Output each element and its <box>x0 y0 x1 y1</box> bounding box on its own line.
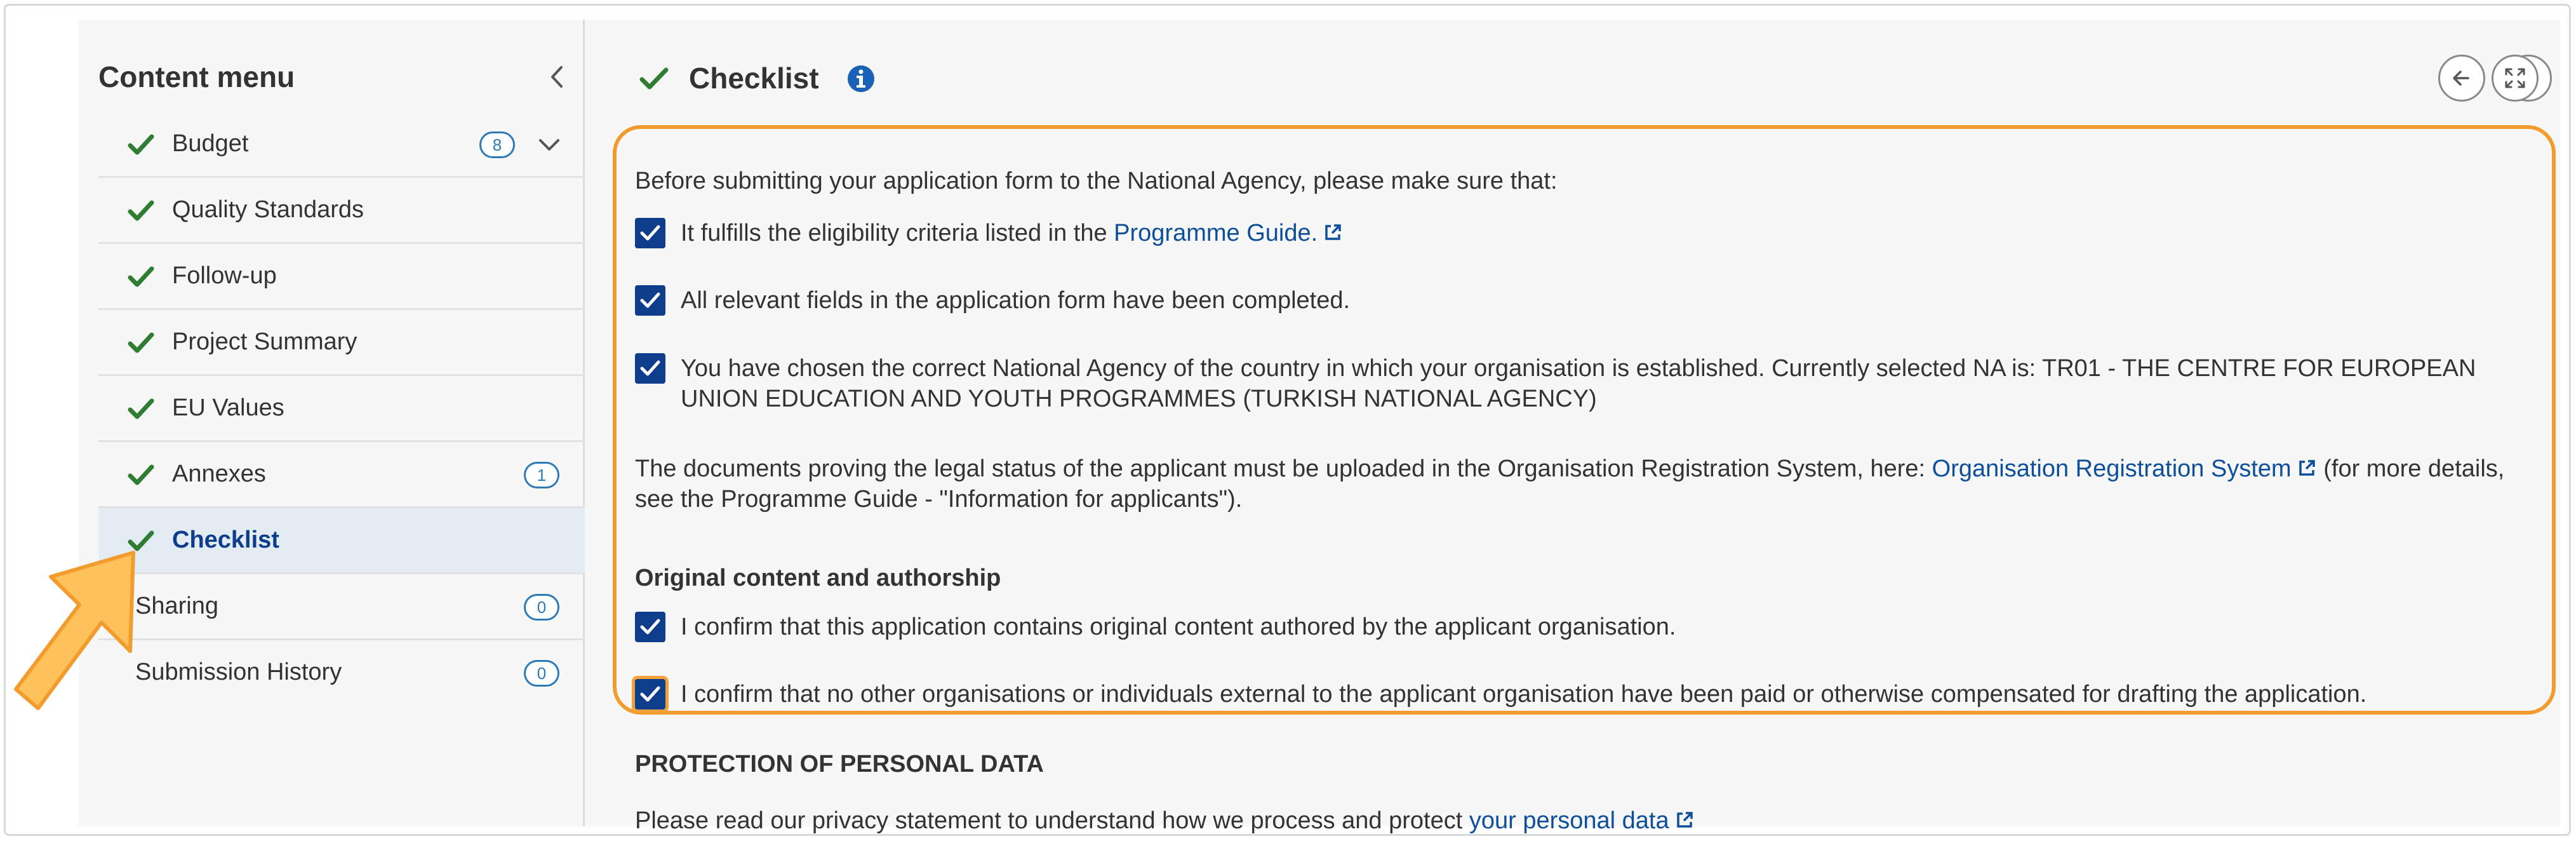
expand-icon <box>2502 65 2528 91</box>
sidebar-item-checklist[interactable] <box>98 508 585 574</box>
sidebar-item-sharing[interactable] <box>98 574 585 640</box>
check-icon <box>128 397 154 421</box>
sidebar-item-label: Annexes <box>172 461 266 487</box>
personal-data-link-text: your personal data <box>1469 807 1669 834</box>
application <box>79 20 2560 834</box>
check-icon <box>128 265 154 289</box>
check-icon <box>128 331 154 355</box>
main-panel <box>606 20 2560 834</box>
programme-guide-link-text: Programme Guide. <box>1114 220 1318 246</box>
authorship-section-title: Original content and authorship <box>635 565 1001 591</box>
chevron-down-icon[interactable] <box>535 131 563 159</box>
legal-status-text-after: (for more details, see the Programme Guide - "Information for applicants"). <box>635 455 2505 513</box>
checkmark-icon <box>640 359 660 378</box>
count-badge: 0 <box>524 594 559 621</box>
sidebar-item-project-summary[interactable] <box>98 310 585 376</box>
privacy-section-title: PROTECTION OF PERSONAL DATA <box>635 751 1044 777</box>
sidebar-item-label: EU Values <box>172 394 284 421</box>
organisation-registration-system-link[interactable] <box>1932 455 2317 482</box>
checkbox-label: All relevant fields in the application form have been completed. <box>681 287 1351 314</box>
chevron-left-icon[interactable] <box>540 60 575 94</box>
privacy-text-before: Please read our privacy statement to understand how we process and protect <box>635 807 1469 834</box>
content-menu-sidebar <box>79 20 585 826</box>
sidebar-item-label: Checklist <box>172 527 279 553</box>
sidebar-item-label: Submission History <box>135 659 342 685</box>
checkbox-label: You have chosen the correct National Agency of the country in which your organisation is established. Currently selected NA is: TR01 - THE CENTRE FOR EUROPEAN UNION EDUCATION AND YOUTH PROGRAMMES (TURKISH NATIONAL AGENCY) <box>681 355 2476 412</box>
eligibility-checkbox[interactable] <box>635 218 665 248</box>
fields-completed-checkbox[interactable] <box>635 285 665 316</box>
main-header <box>606 55 2560 105</box>
original-content-checkbox[interactable] <box>635 612 665 642</box>
checkbox-label: I confirm that this application contains original content authored by the applicant organisation. <box>681 614 1676 640</box>
sidebar-item-eu-values[interactable] <box>98 376 585 442</box>
sidebar-item-submission-history[interactable] <box>98 640 585 706</box>
no-compensation-checkbox[interactable] <box>635 679 665 710</box>
external-link-icon <box>2297 458 2317 478</box>
check-icon <box>128 463 154 487</box>
content-menu-list <box>98 112 585 706</box>
sidebar-item-quality-standards[interactable] <box>98 178 585 244</box>
fullscreen-button[interactable] <box>2492 55 2539 102</box>
external-link-icon <box>1674 810 1695 830</box>
annotation-arrow-icon <box>13 546 140 711</box>
sidebar-item-annexes[interactable] <box>98 442 585 508</box>
checkmark-icon <box>640 685 660 704</box>
sidebar-item-follow-up[interactable] <box>98 244 585 310</box>
national-agency-checkbox[interactable] <box>635 353 665 384</box>
sidebar-item-label: Quality Standards <box>172 196 364 223</box>
legal-status-text-before: The documents proving the legal status of the applicant must be uploaded in the Organisation Registration System, here: <box>635 455 1932 482</box>
sidebar-item-label: Follow-up <box>172 262 277 289</box>
count-badge: 8 <box>479 131 515 158</box>
info-icon[interactable] <box>846 64 876 93</box>
sidebar-title: Content menu <box>98 60 295 93</box>
count-badge: 0 <box>524 660 559 687</box>
arrow-left-icon <box>2449 65 2474 91</box>
page-title: Checklist <box>689 62 819 95</box>
sidebar-item-label: Budget <box>172 130 249 157</box>
checkmark-icon <box>640 224 660 243</box>
personal-data-link[interactable] <box>1469 807 1695 834</box>
external-link-icon <box>1323 222 1343 243</box>
checkmark-icon <box>640 617 660 636</box>
programme-guide-link[interactable] <box>1114 220 1343 246</box>
eligibility-text: It fulfills the eligibility criteria listed in the <box>681 220 1114 246</box>
privacy-text <box>635 805 2546 836</box>
check-icon <box>128 199 154 223</box>
check-icon <box>128 133 154 157</box>
sidebar-item-label: Sharing <box>135 593 218 619</box>
intro-text: Before submitting your application form to the National Agency, please make sure that: <box>635 168 1558 194</box>
ors-link-text: Organisation Registration System <box>1932 455 2292 482</box>
checkbox-label <box>681 218 2541 248</box>
previous-button[interactable] <box>2438 55 2485 102</box>
sidebar-item-budget[interactable] <box>98 112 585 178</box>
sidebar-item-label: Project Summary <box>172 328 357 355</box>
check-icon <box>639 66 669 91</box>
checkmark-icon <box>640 291 660 310</box>
checkbox-label: I confirm that no other organisations or individuals external to the applicant organisation have been paid or otherwise compensated for drafting the application. <box>681 681 2367 708</box>
count-badge: 1 <box>524 462 559 488</box>
legal-status-text <box>635 454 2546 515</box>
sidebar-header <box>98 55 575 99</box>
